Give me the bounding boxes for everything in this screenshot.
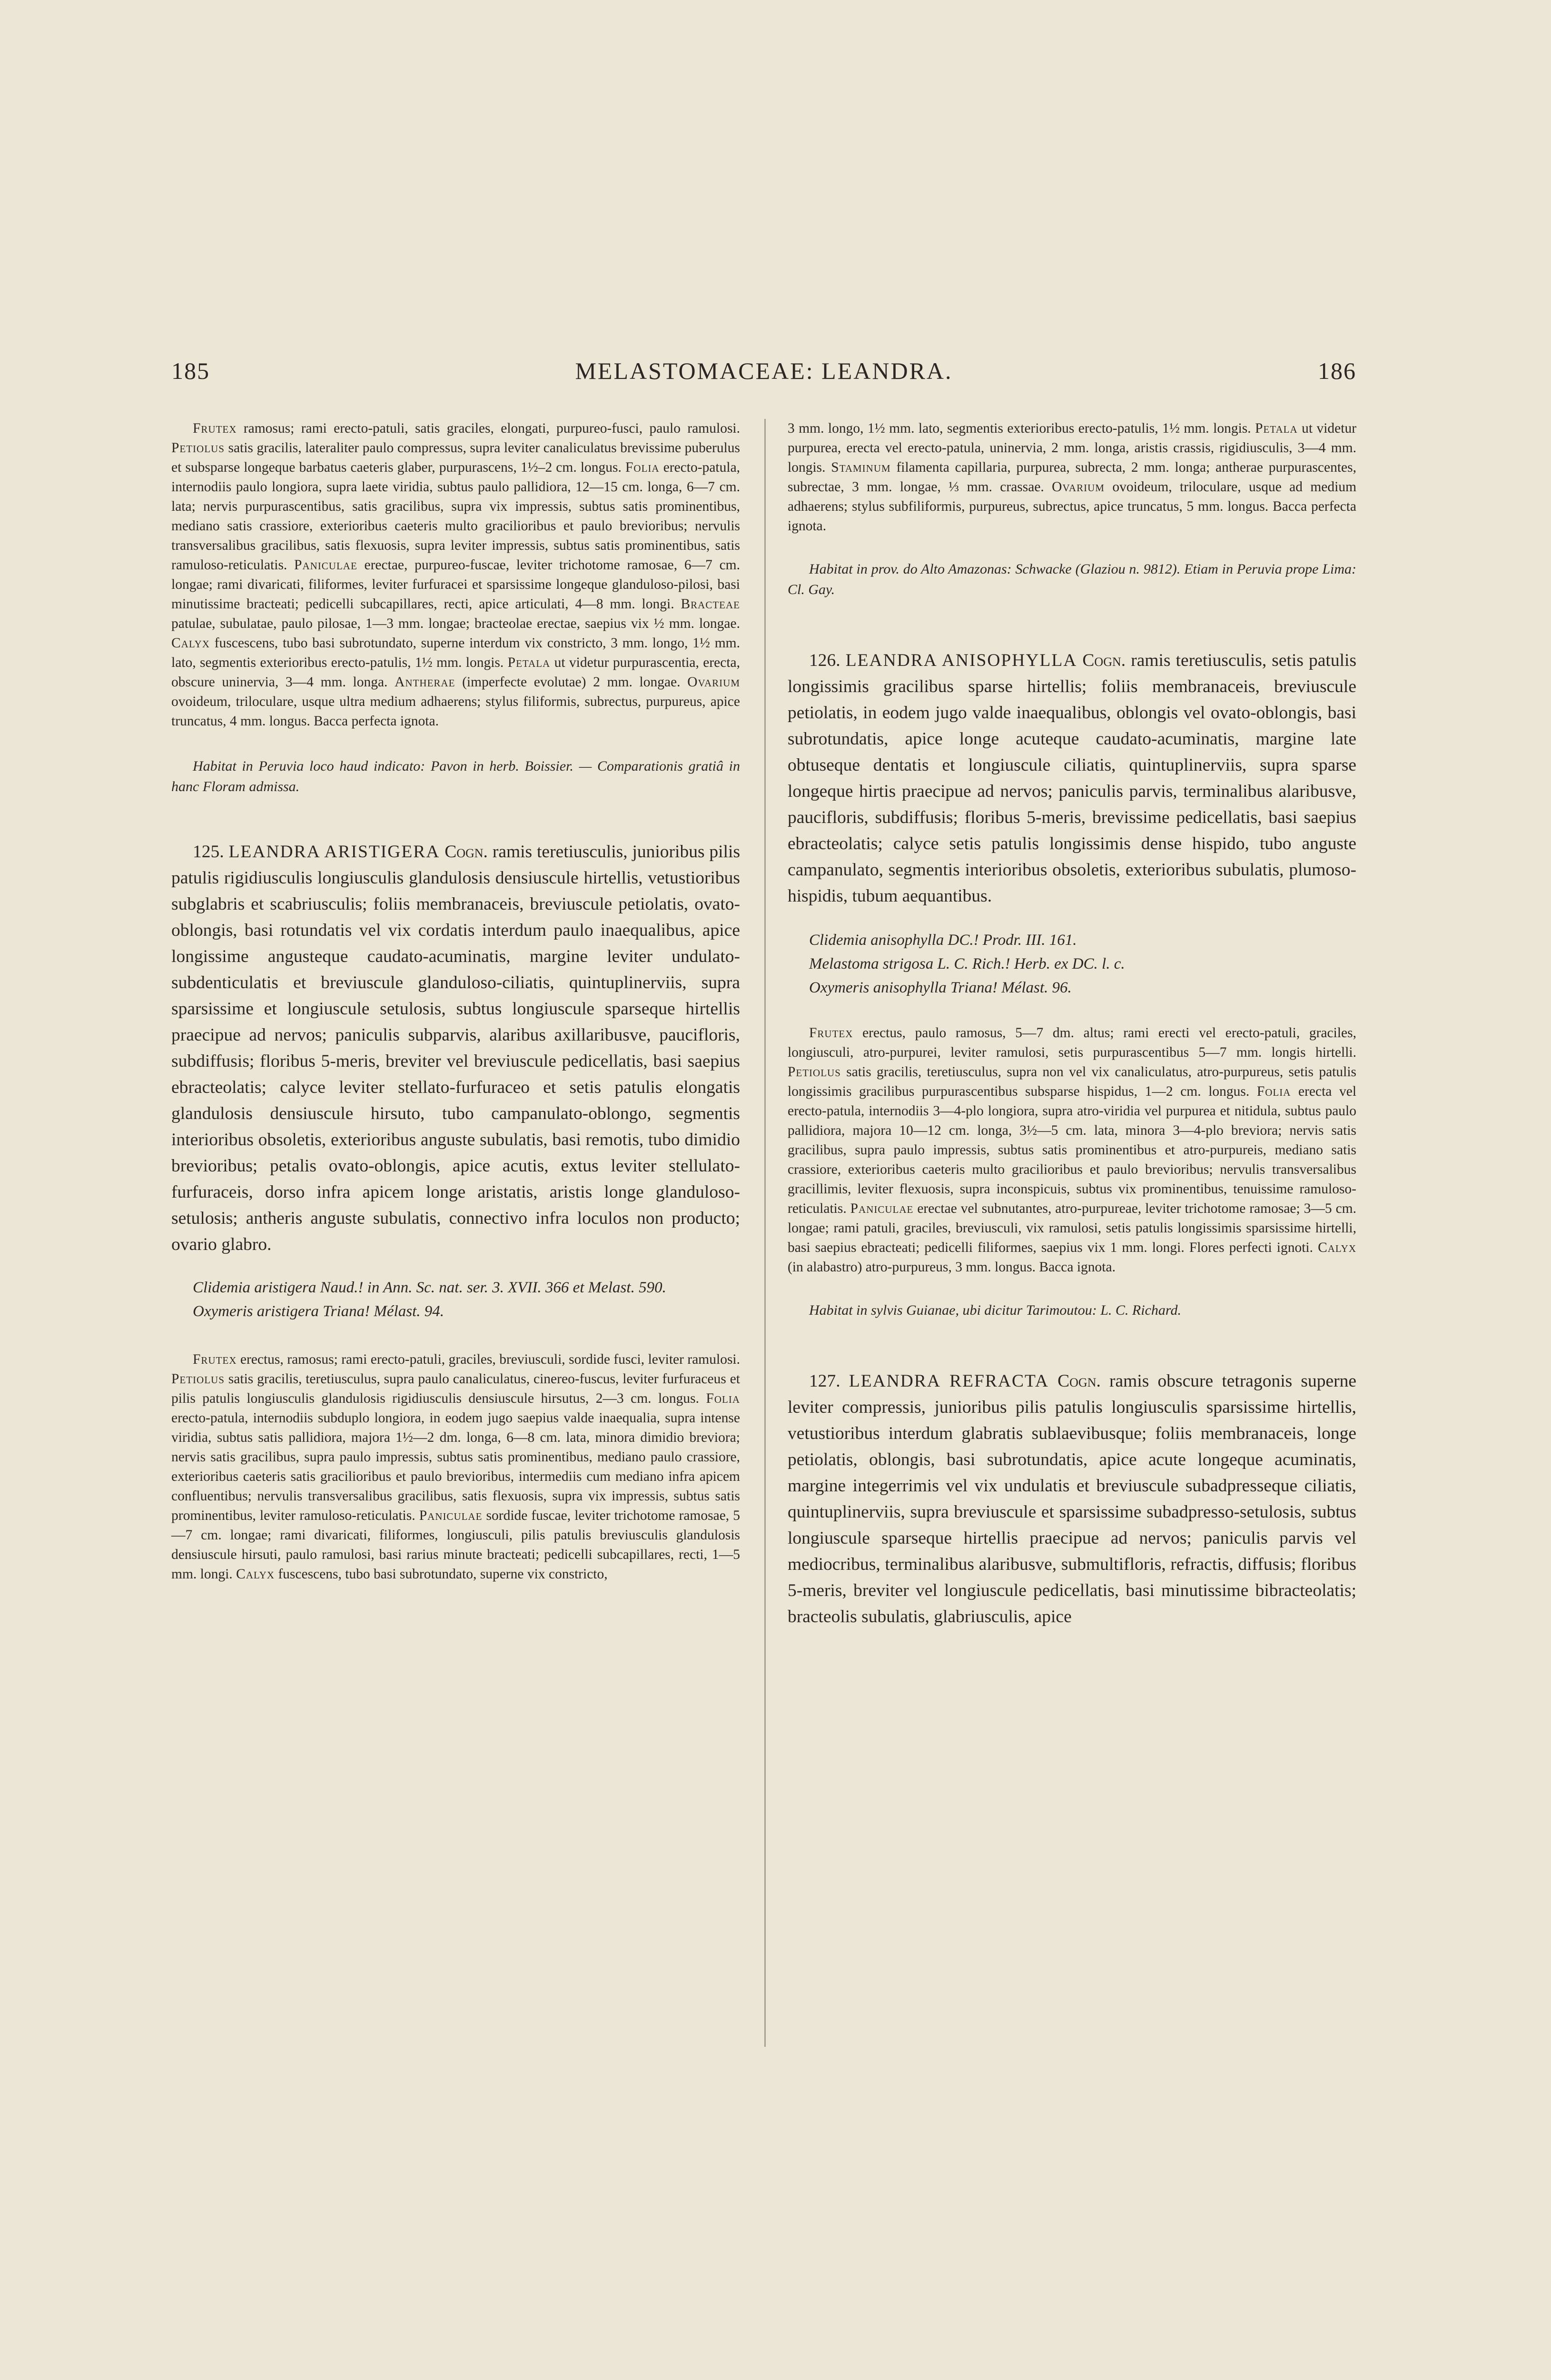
page-number-right: 186 xyxy=(1318,357,1356,384)
page-number-left: 185 xyxy=(171,357,210,384)
species-entry-125 xyxy=(171,839,740,1258)
species-name: LEANDRA ANISOPHYLLA xyxy=(845,651,1077,670)
synonym: Clidemia anisophylla DC.! Prodr. III. 161. xyxy=(809,932,1077,949)
synonym: Melastoma strigosa L. C. Rich.! Herb. ex DC. l. c. xyxy=(809,955,1125,972)
species-name: LEANDRA REFRACTA xyxy=(849,1371,1049,1391)
synonym: Clidemia aristigera Naud.! in Ann. Sc. nat. ser. 3. XVII. 366 et Melast. 590. xyxy=(193,1279,666,1296)
synonym: Oxymeris anisophylla Triana! Mélast. 96. xyxy=(809,979,1072,996)
synonymy-125 xyxy=(171,1276,740,1323)
description-paragraph: Frutex ramosus; rami erecto-patuli, satis graciles, elongati, purpureo-fusci, paulo ramulosi. Petiolus satis gracilis, lateraliter paulo compressus, supra leviter canaliculatus brevissime puberulus et subsparse longeque barbatus caeteris glaber, purpurascens, 1½–2 cm. longus. Folia erecto-patula, internodiis paulo longiora, supra laete viridia, subtus paulo pallidiora, 12—15 cm. longa, 6—7 cm. lata; nervis purpurascentibus, satis gracilibus, supra vix impressis, subtus satis prominentibus, mediano satis crassiore, exterioribus caeteris multo gracilioribus et paulo brevioribus; nervulis transversalibus gracilibus, satis flexuosis, supra leviter impressis, subtus satis prominentibus, satis ramuloso-reticulatis. Paniculae erectae, purpureo-fuscae, leviter trichotome ramosae, 6—7 cm. longae; rami divaricati, filiformes, leviter furfuracei et sparsissime longeque glanduloso-pilosi, basi minutissime bracteati; pedicelli subcapillares, recti, apice articulati, 4—8 mm. longi. Bracteae patulae, subulatae, paulo pilosae, 1—3 mm. longae; bracteolae erectae, saepius vix ½ mm. longae. Calyx fuscescens, tubo basi subrotundato, superne interdum vix constricto, 3 mm. longo, 1½ mm. lato, segmentis exterioribus erecto-patulis, 1½ mm. longis. Petala ut videtur purpurascentia, erecta, obscure uninervia, 3—4 mm. longa. Antherae (imperfecte evolutae) 2 mm. longae. Ovarium ovoideum, triloculare, usque ultra medium adhaerens; stylus filiformis, subrectus, purpureus, apice truncatus, 4 mm. longus. Bacca perfecta ignota. xyxy=(171,421,741,729)
left-column xyxy=(171,419,740,1584)
habitat-note: Habitat in Peruvia loco haud indicato: Pavon in herb. Boissier. — Comparationis gratiâ in hanc Floram admissa. xyxy=(171,758,740,794)
description-paragraph: Frutex erectus, ramosus; rami erecto-patuli, graciles, breviusculi, sordide fusci, leviter ramulosi. Petiolus satis gracilis, teretiusculus, supra paulo canaliculatus, cinereo-fuscus, leviter furfuraceus et pilis patulis longiusculis glandulosis rigidiusculis densiuscule hirsutus, 2—3 cm. longus. Folia erecto-patula, internodiis subduplo longiora, in eodem jugo saepius valde inaequalia, supra intense viridia, subtus satis pallidiora, majora 1½—2 dm. longa, 6—8 cm. lata, minora dimidio breviora; nervis satis gracilibus, supra paulo impressis, subtus satis prominentibus, mediano paulo crassiore, exterioribus caeteris satis gracilioribus et paulo brevioribus, intermediis cum mediano infra apicem confluentibus; nervulis transversalibus gracilibus, satis flexuosis, supra vix impressis, subtus satis prominentibus, leviter ramuloso-reticulatis. Paniculae sordide fuscae, leviter trichotome ramosae, 5—7 cm. longae; rami divaricati, filiformes, longiusculi, pilis patulis breviusculis glandulosis densiuscule hirsuti, paulo ramulosi, basi rarius minute bracteati; pedicelli subcapillares, recti, 1—5 mm. longi. Calyx fuscescens, tubo basi subrotundato, superne vix constricto, xyxy=(171,1352,741,1582)
species-name: LEANDRA ARISTIGERA xyxy=(228,842,440,862)
species-diagnosis: ramis obscure tetragonis superne leviter compressis, junioribus pilis patulis longiusculis sparsissime hirtellis, vetustioribus interdum glabratis sublaevibusque; foliis membranaceis, longe petiolatis, oblongis, basi subrotundatis, apice acute longeque acuminatis, margine integerrimis vel vix undulatis et breviuscule subadpresseque ciliatis, quintuplinerviis, supra breviuscule et sparsissime subadpresso-setulosis, subtus longiuscule sparseque hirtellis praecipue ad nervos; paniculis parvis vel mediocribus, terminalibus alaribusve, submultifloris, refractis, diffusis; floribus 5-meris, breviter vel longiuscule pedicellatis, basi minutissime bibracteolatis; bracteolis subulatis, glabriusculis, apice xyxy=(788,1371,1357,1626)
habitat-note: Habitat in sylvis Guianae, ubi dicitur Tarimoutou: L. C. Richard. xyxy=(809,1302,1181,1318)
synonym: Oxymeris aristigera Triana! Mélast. 94. xyxy=(193,1303,444,1320)
species-author: Cogn. xyxy=(445,842,488,862)
species-diagnosis: ramis teretiusculis, setis patulis longissimis gracilibus sparse hirtellis; foliis membranaceis, breviuscule petiolatis, in eodem jugo valde inaequalibus, oblongis vel ovato-oblongis, basi subrotundatis, apice longe acuteque caudato-acuminatis, margine late obtuseque dentatis et longiuscule ciliatis, quintuplinerviis, supra sparse longeque hirtis praecipue ad nervos; paniculis parvis, terminalibus alaribusve, paucifloris, subdiffusis; floribus 5-meris, brevissime pedicellatis, basi saepius ebracteolatis; calyce setis patulis longissimis dense hispido, tubo anguste campanulato, segmentis interioribus obsoletis, exterioribus subulatis, plumoso-hispidis, tubum aequantibus. xyxy=(788,651,1357,906)
species-number: 126. xyxy=(809,651,840,670)
synonymy-126 xyxy=(788,928,1356,1000)
species-author: Cogn. xyxy=(1057,1371,1101,1391)
running-title: MELASTOMACEAE: LEANDRA. xyxy=(575,357,953,384)
description-paragraph: Frutex erectus, paulo ramosus, 5—7 dm. altus; rami erecti vel erecto-patuli, graciles, longiusculi, atro-purpurei, leviter ramulosi, setis purpurascentibus 5—7 mm. longis hirtelli. Petiolus satis gracilis, teretiusculus, supra non vel vix canaliculatus, atro-purpureus, setis patulis longissimis gracilibus purpurascentibus subsparse hispidus, 1—2 cm. longus. Folia erecta vel erecto-patula, internodiis 3—4-plo longiora, supra atro-viridia vel purpurea et nitidula, subtus paulo pallidiora, majora 10—12 cm. longa, 3½—5 cm. lata, minora 3—4-plo breviora; nervis satis gracilibus, supra paulo impressis, subtus satis prominentibus et atro-purpureis, mediano satis crassiore, exterioribus caeteris multo gracilioribus et paulo brevioribus; nervulis transversalibus gracillimis, leviter flexuosis, supra inconspicuis, subtus vix prominentibus, tenuissime ramuloso-reticulatis. Paniculae erectae vel subnutantes, atro-purpureae, leviter trichotome ramosae; 3—5 cm. longae; rami patuli, graciles, breviusculi, vix ramulosi, setis patulis longissimis sparsissime hirtelli, basi saepius ebracteati; pedicelli filiformes, saepius vix 1 mm. longi. Flores perfecti ignoti. Calyx (in alabastro) atro-purpureus, 3 mm. longus. Bacca ignota. xyxy=(788,1025,1357,1275)
species-number: 127. xyxy=(809,1371,840,1391)
column-divider xyxy=(764,419,766,2047)
species-author: Cogn. xyxy=(1082,651,1126,670)
description-paragraph: 3 mm. longo, 1½ mm. lato, segmentis exterioribus erecto-patulis, 1½ mm. longis. Petala ut videtur purpurea, erecta vel erecto-patula, uninervia, 2 mm. longa, aristis crassis, rigidiusculis, 3—4 mm. longis. Staminum filamenta capillaria, purpurea, subrecta, 2 mm. longa; antherae purpurascentes, subrectae, 3 mm. longae, ⅓ mm. crassae. Ovarium ovoideum, triloculare, usque ad medium adhaerens; stylus subfiliformis, purpureus, subrectus, apice truncatus, 5 mm. longus. Bacca perfecta ignota. xyxy=(788,421,1357,534)
habitat-note: Habitat in prov. do Alto Amazonas: Schwacke (Glaziou n. 9812). Etiam in Peruvia prope Lima: Cl. Gay. xyxy=(788,561,1356,597)
right-column xyxy=(788,419,1356,1630)
species-number: 125. xyxy=(193,842,224,862)
species-diagnosis: ramis teretiusculis, junioribus pilis patulis rigidiusculis longiusculis glandulosis densiuscule hirtellis, vetustioribus subglabris et scabriusculis; foliis membranaceis, breviuscule petiolatis, ovato-oblongis, basi rotundatis vel vix cordatis interdum paulo inaequalibus, apice longissime angusteque caudato-acuminatis, margine leviter undulato-subdenticulatis et breviuscule glanduloso-ciliatis, quintuplinerviis, supra sparsissime et longiuscule setulosis, subtus longiuscule sparseque hirtellis praecipue ad nervos; paniculis subparvis, alaribus axillaribusve, paucifloris, subdiffusis; floribus 5-meris, breviter vel breviuscule pedicellatis, basi saepius ebracteolatis; calyce leviter stellato-furfuraceo et setis patulis elongatis glandulosis densiuscule hirsuto, tubo campanulato-oblongo, segmentis interioribus obsoletis, exterioribus anguste subulatis, basi remotis, tubo dimidio brevioribus; petalis ovato-oblongis, apice acutis, extus leviter stellulato-furfuraceis, dorso infra apicem longe aristatis, aristis longe glanduloso-setulosis; antheris anguste subulatis, connectivo infra loculos non producto; ovario glabro. xyxy=(171,842,741,1254)
species-entry-127 xyxy=(788,1368,1356,1630)
species-entry-126 xyxy=(788,647,1356,909)
page-header xyxy=(171,357,1356,395)
